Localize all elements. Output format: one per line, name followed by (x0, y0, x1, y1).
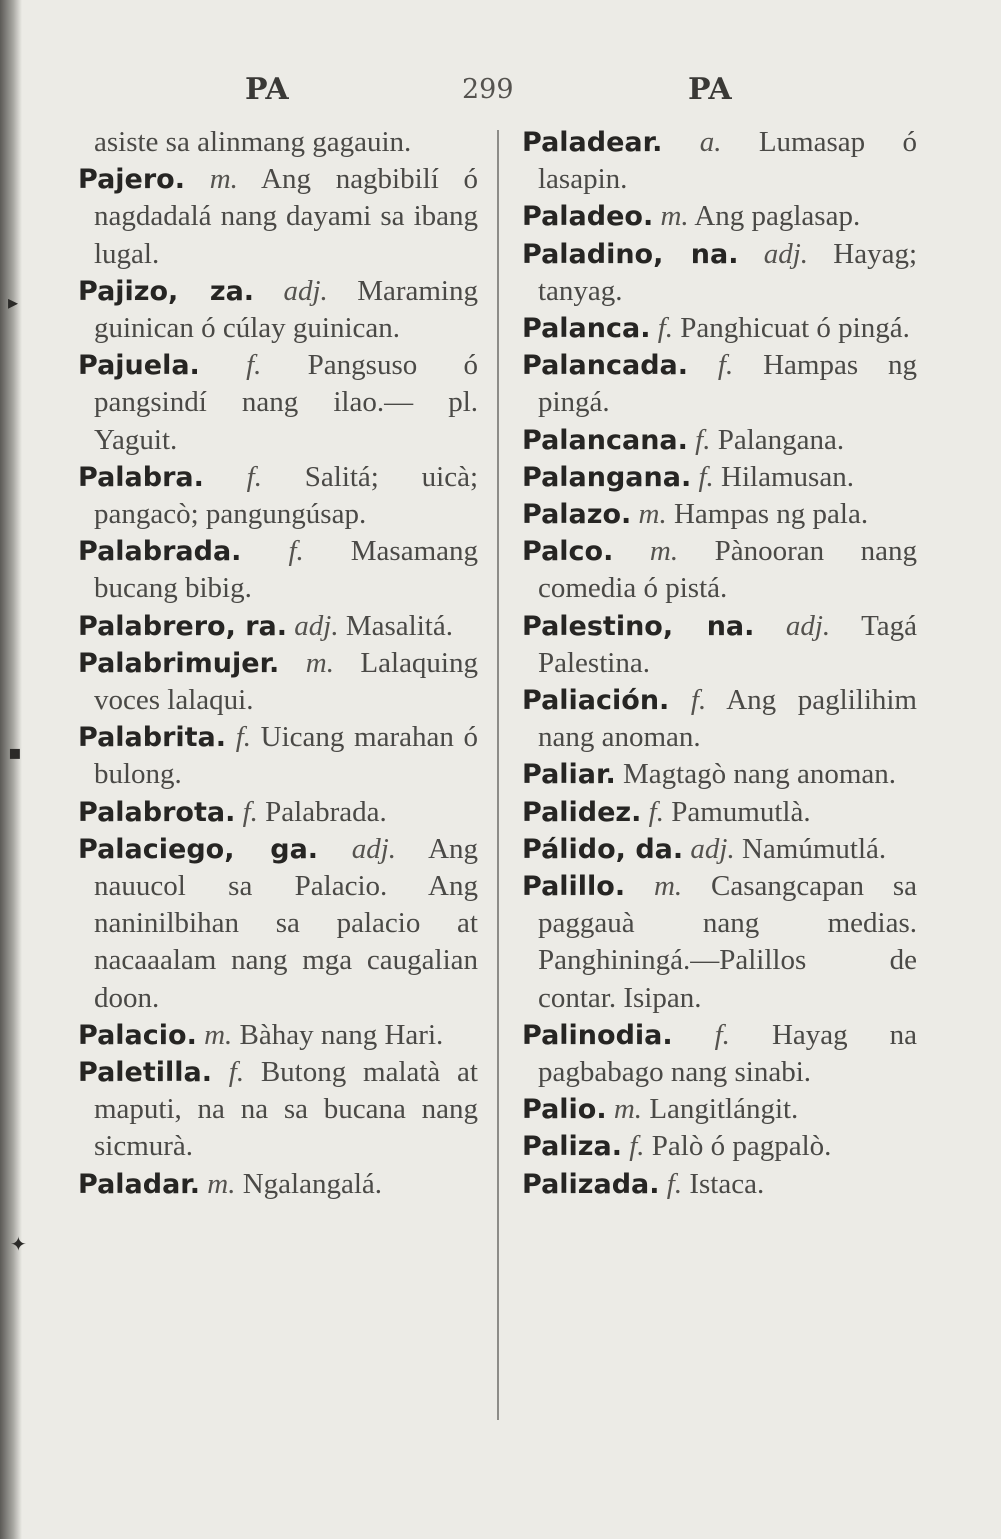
entry-definition: Namúmutlá. (741, 832, 887, 865)
entry-definition: Hayag; tanyag. (538, 237, 918, 307)
entry-part-of-speech: adj. (283, 274, 328, 307)
entry-definition: Hilamusan. (721, 460, 854, 493)
page-number: 299 (462, 74, 514, 105)
entry-part-of-speech: f. (629, 1130, 645, 1163)
entry-part-of-speech: adj. (294, 609, 339, 642)
entry-definition: Bàhay nang Hari. (239, 1018, 444, 1051)
entry-definition: Tagá Palestina. (538, 609, 918, 679)
entry-headword: Paliar. (522, 759, 616, 791)
entry-headword: Palabrero, ra. (78, 610, 288, 642)
dictionary-entry (78, 1017, 478, 1054)
continuation-text: asiste sa alinmang gagauin. (94, 126, 412, 158)
dictionary-entry (522, 1091, 917, 1128)
entry-definition: Butong malatà at maputi, na na sa bucana nang sicmurà. (94, 1056, 478, 1163)
dictionary-entry (78, 645, 478, 719)
dictionary-entry (522, 682, 917, 756)
entry-part-of-speech: m. (204, 1018, 233, 1051)
entry-definition: Lumasap ó lasapin. (538, 126, 918, 196)
entry-definition: Ang paglasap. (694, 200, 861, 233)
entry-part-of-speech: adj. (690, 832, 735, 865)
entry-part-of-speech: f. (666, 1167, 683, 1200)
entry-definition: Pangsuso ó pangsindí nang ilao.— pl. Yaguit. (94, 349, 478, 456)
entry-headword: Palancana. (522, 424, 688, 456)
dictionary-entry (78, 533, 478, 607)
dictionary-entry (78, 831, 478, 1017)
entry-part-of-speech: f. (698, 460, 714, 493)
entry-definition: Ang nauucol sa Palacio. Ang naninilbihan sa palacio at nacaaalam nang mga caugalian doon. (94, 832, 479, 1014)
entry-definition: Istaca. (689, 1167, 765, 1200)
entry-headword: Palinodia. (522, 1019, 673, 1051)
dictionary-entry (522, 198, 917, 235)
entry-definition: Panghicuat ó pingá. (680, 312, 910, 345)
entry-part-of-speech: f. (246, 460, 262, 493)
dictionary-entry (522, 794, 917, 831)
entry-headword: Paliación. (522, 685, 670, 717)
entry-headword: Pajuela. (78, 350, 200, 382)
entry-definition: Ang nagbibilí ó nagdadalá nang dayami sa ibang lugal. (94, 163, 479, 270)
entry-part-of-speech: adj. (785, 609, 831, 642)
entry-definition: Palabrada. (265, 795, 387, 828)
entry-headword: Palabrita. (78, 722, 227, 754)
page-header (0, 72, 1001, 116)
dictionary-entry (522, 1166, 917, 1203)
entry-headword: Palabra. (78, 461, 204, 493)
dictionary-entry (522, 868, 917, 1017)
entry-definition: Casangcapan sa paggauà nang medias. Panghiningá.—Palillos de contar. Isipan. (538, 870, 917, 1014)
entry-definition: Masamang bucang bibig. (94, 535, 478, 605)
dictionary-entry (522, 124, 917, 198)
entry-definition: Uicang marahan ó bulong. (94, 721, 478, 791)
dictionary-entry (522, 608, 917, 682)
entry-headword: Palancada. (522, 350, 689, 382)
entry-definition: Ang paglilihim nang anoman. (538, 684, 917, 754)
entry-headword: Palestino, na. (522, 610, 755, 642)
dictionary-entry (522, 1017, 917, 1091)
dictionary-entry (78, 1054, 478, 1166)
entry-part-of-speech: m. (660, 200, 689, 233)
entry-part-of-speech: f. (246, 349, 262, 382)
entry-part-of-speech: m. (613, 1093, 643, 1126)
entry-headword: Palacio. (78, 1019, 197, 1051)
entry-headword: Palabrota. (78, 796, 236, 828)
left-column (78, 124, 478, 1203)
dictionary-entry (522, 236, 917, 310)
entry-headword: Paliza. (522, 1131, 622, 1163)
entry-headword: Paladino, na. (522, 238, 739, 270)
entry-headword: Palizada. (522, 1168, 660, 1200)
entry-part-of-speech: f. (657, 312, 674, 345)
dictionary-entry (78, 1166, 478, 1203)
dictionary-entry (522, 310, 917, 347)
entry-part-of-speech: m. (305, 646, 334, 679)
entry-headword: Palangana. (522, 461, 692, 493)
entry-headword: Paladar. (78, 1168, 201, 1200)
dictionary-entry (522, 459, 917, 496)
entry-definition: Hampas ng pingá. (538, 349, 918, 419)
entry-headword: Palco. (522, 536, 614, 568)
dictionary-entry (522, 422, 917, 459)
entry-part-of-speech: a. (699, 126, 722, 158)
margin-mark-icon: ✦ (10, 1232, 27, 1256)
entry-definition: Maraming guinican ó cúlay guinican. (94, 274, 478, 345)
dictionary-entry (78, 608, 478, 645)
entry-headword: Palio. (522, 1094, 607, 1126)
entry-definition: Salitá; uicà; pangacò; pangungúsap. (94, 460, 478, 531)
entry-definition: Palangana. (717, 423, 845, 456)
entry-part-of-speech: m. (653, 870, 683, 903)
entry-part-of-speech: f. (690, 684, 707, 717)
entry-part-of-speech: f. (242, 795, 258, 828)
dictionary-entry (522, 347, 917, 421)
dictionary-entry (522, 1128, 917, 1165)
entry-headword: Paladeo. (522, 201, 654, 233)
entry-headword: Palazo. (522, 499, 632, 531)
dictionary-entry (78, 347, 478, 459)
right-entries (522, 124, 917, 1203)
entry-part-of-speech: adj. (351, 832, 397, 865)
entry-part-of-speech: f. (648, 795, 664, 828)
guide-word-right: PA (688, 72, 732, 107)
entry-definition: Masalitá. (345, 609, 453, 642)
dictionary-entry (522, 831, 917, 868)
entry-headword: Palabrimujer. (78, 647, 280, 679)
dictionary-entry (522, 756, 917, 793)
dictionary-entry (78, 719, 478, 793)
margin-mark-icon: ▸ (8, 290, 19, 314)
entry-part-of-speech: f. (288, 535, 304, 568)
entry-headword: Paletilla. (78, 1057, 212, 1089)
entry-part-of-speech: m. (209, 163, 238, 196)
entry-part-of-speech: m. (638, 498, 667, 531)
entry-definition: Lalaquing voces lalaqui. (94, 646, 478, 717)
page-binding-shadow (0, 0, 22, 1539)
right-column (522, 124, 917, 1203)
guide-word-left: PA (245, 72, 289, 107)
entry-definition: Langitlángit. (649, 1093, 799, 1126)
entry-definition: Magtagò nang anoman. (623, 758, 897, 791)
entry-definition: Ngalangalá. (242, 1167, 383, 1200)
dictionary-entry (78, 459, 478, 533)
left-entries (78, 161, 478, 1203)
entry-headword: Paladear. (522, 127, 663, 158)
margin-mark-icon: ▪ (8, 740, 22, 764)
entry-part-of-speech: f. (235, 721, 251, 754)
entry-part-of-speech: f. (717, 349, 734, 382)
entry-headword: Palaciego, ga. (78, 833, 319, 865)
entry-headword: Palillo. (522, 871, 626, 903)
dictionary-entry (522, 496, 917, 533)
dictionary-entry (522, 533, 917, 607)
entry-headword: Palidez. (522, 796, 642, 828)
entry-definition: Hampas ng pala. (673, 498, 869, 531)
entry-part-of-speech: f. (228, 1056, 245, 1089)
entry-part-of-speech: m. (649, 535, 679, 568)
entry-definition: Palò ó pagpalò. (651, 1130, 832, 1163)
dictionary-entry (78, 273, 478, 347)
entry-headword: Pálido, da. (522, 833, 684, 865)
dictionary-entry (78, 161, 478, 273)
entry-headword: Palabrada. (78, 536, 242, 568)
column-divider (497, 130, 499, 1420)
entry-part-of-speech: m. (207, 1167, 236, 1200)
entry-headword: Palanca. (522, 313, 651, 345)
entry-definition: Hayag na pagbabago nang sinabi. (538, 1018, 917, 1089)
entry-definition: Pamumutlà. (671, 795, 811, 828)
entry-headword: Pajero. (78, 164, 185, 196)
entry-part-of-speech: f. (714, 1018, 730, 1051)
entry-part-of-speech: f. (695, 423, 711, 456)
entry-definition: Pànooran nang comedia ó pistá. (538, 535, 918, 605)
dictionary-entry (78, 794, 478, 831)
entry-headword: Pajizo, za. (78, 275, 255, 307)
entry-part-of-speech: adj. (763, 237, 809, 270)
